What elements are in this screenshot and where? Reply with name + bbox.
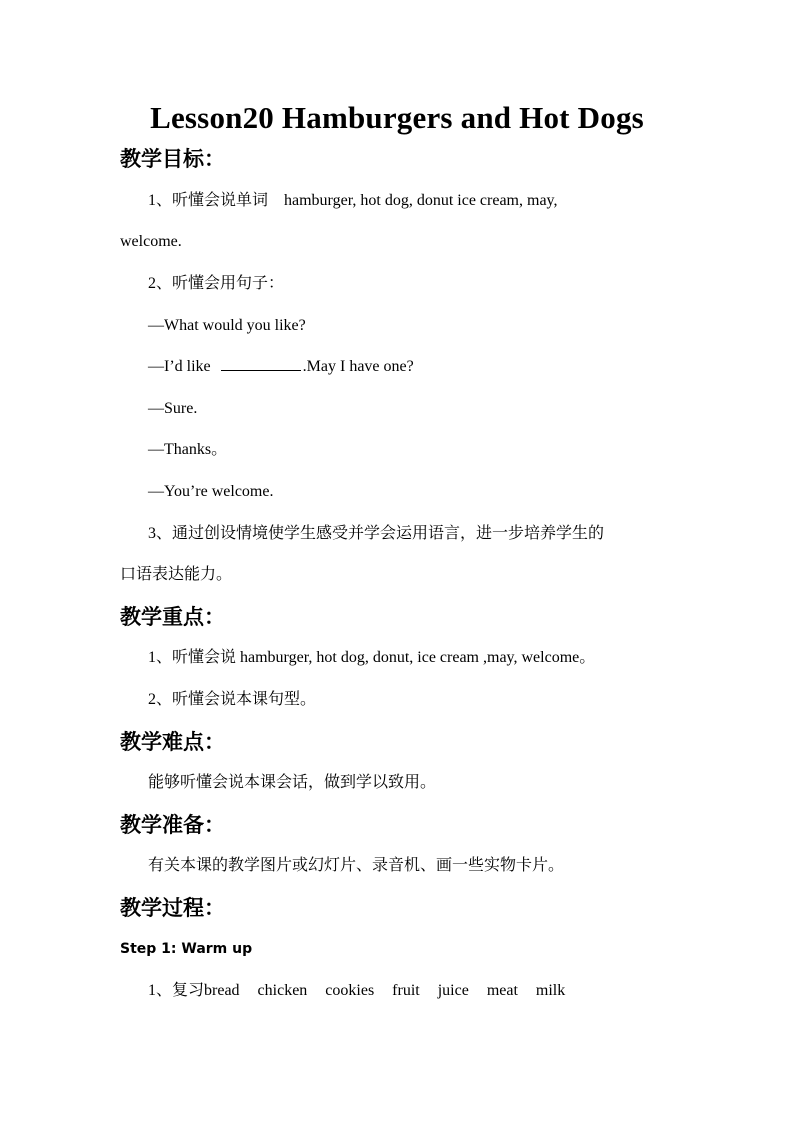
step-1-heading: Step 1: Warm up bbox=[120, 941, 253, 957]
objective-item-2: 2、听懂会用句子： bbox=[148, 275, 285, 292]
dialog-line-2 bbox=[148, 355, 414, 379]
review-word: fruit bbox=[392, 982, 420, 999]
review-word: meat bbox=[486, 982, 518, 999]
dialog-line-3: —Sure. bbox=[148, 400, 198, 417]
dialog-line-2-prefix: —I’d like bbox=[148, 358, 215, 375]
process-heading: 教学过程： bbox=[120, 896, 225, 920]
review-word: milk bbox=[535, 982, 566, 999]
review-words bbox=[204, 982, 583, 999]
review-word: bread bbox=[204, 982, 240, 999]
review-word: juice bbox=[437, 982, 469, 999]
difficulties-heading: 教学难点： bbox=[120, 730, 225, 754]
key-point-item-1: 1、听懂会说 hamburger, hot dog, donut, ice cream ,may, welcome。 bbox=[148, 649, 596, 666]
preparation-text: 有关本课的教学图片或幻灯片、录音机、画一些实物卡片。 bbox=[148, 857, 565, 874]
review-line bbox=[148, 979, 583, 1003]
fill-in-blank bbox=[221, 356, 301, 371]
key-point-item-2: 2、听懂会说本课句型。 bbox=[148, 691, 317, 708]
objectives-heading: 教学目标： bbox=[120, 147, 225, 171]
review-word: cookies bbox=[325, 982, 375, 999]
dialog-line-2-suffix: .May I have one? bbox=[302, 358, 414, 375]
dialog-line-4: —Thanks。 bbox=[148, 441, 228, 458]
objective-item-1-continued: welcome. bbox=[120, 233, 182, 250]
dialog-line-5: —You’re welcome. bbox=[148, 483, 274, 500]
difficulties-text: 能够听懂会说本课会话，做到学以致用。 bbox=[148, 774, 437, 791]
review-word: chicken bbox=[257, 982, 308, 999]
objective-item-3: 3、通过创设情境使学生感受并学会运用语言，进一步培养学生的 bbox=[148, 525, 605, 542]
dialog-line-1: —What would you like? bbox=[148, 317, 306, 334]
review-prefix: 1、复习 bbox=[148, 982, 205, 999]
objective-item-3-continued: 口语表达能力。 bbox=[120, 566, 233, 583]
objective-item-1: 1、听懂会说单词 hamburger, hot dog, donut ice cream, may, bbox=[148, 192, 558, 209]
key-points-heading: 教学重点： bbox=[120, 605, 225, 629]
preparation-heading: 教学准备： bbox=[120, 813, 225, 837]
lesson-title: Lesson20 Hamburgers and Hot Dogs bbox=[150, 100, 644, 135]
